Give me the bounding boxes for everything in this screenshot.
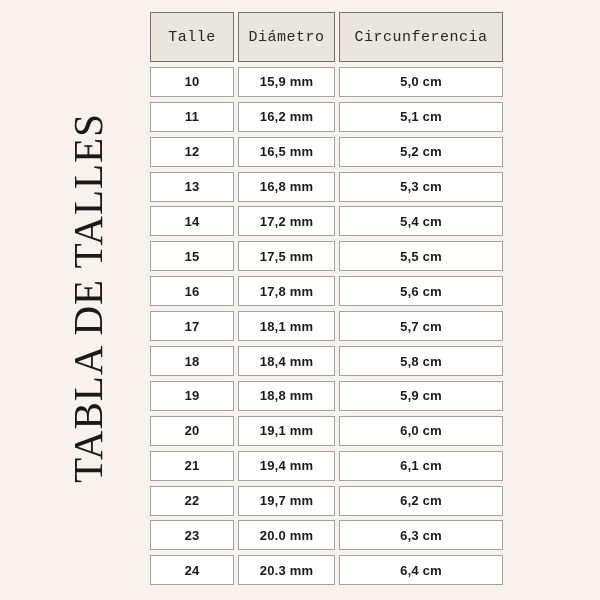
table-row	[150, 451, 503, 481]
cell-talle: 21	[150, 451, 234, 481]
cell-diametro: 20.0 mm	[238, 520, 335, 550]
cell-circunferencia: 5,3 cm	[339, 172, 503, 202]
cell-talle: 18	[150, 346, 234, 376]
cell-circunferencia: 6,3 cm	[339, 520, 503, 550]
cell-diametro: 20.3 mm	[238, 555, 335, 585]
cell-circunferencia: 5,8 cm	[339, 346, 503, 376]
table-row	[150, 241, 503, 271]
table-row	[150, 172, 503, 202]
table-row	[150, 276, 503, 306]
cell-talle: 11	[150, 102, 234, 132]
cell-circunferencia: 6,2 cm	[339, 486, 503, 516]
header-cell-circunferencia: Circunferencia	[339, 12, 503, 62]
cell-diametro: 17,5 mm	[238, 241, 335, 271]
cell-circunferencia: 5,1 cm	[339, 102, 503, 132]
table-row	[150, 102, 503, 132]
cell-talle: 19	[150, 381, 234, 411]
cell-circunferencia: 6,4 cm	[339, 555, 503, 585]
table-body	[150, 67, 503, 585]
cell-talle: 13	[150, 172, 234, 202]
cell-talle: 16	[150, 276, 234, 306]
cell-circunferencia: 5,5 cm	[339, 241, 503, 271]
cell-circunferencia: 6,0 cm	[339, 416, 503, 446]
cell-diametro: 19,1 mm	[238, 416, 335, 446]
cell-talle: 10	[150, 67, 234, 97]
cell-diametro: 17,2 mm	[238, 206, 335, 236]
header-cell-talle: Talle	[150, 12, 234, 62]
table-header-row	[150, 12, 503, 62]
cell-diametro: 16,2 mm	[238, 102, 335, 132]
cell-circunferencia: 5,4 cm	[339, 206, 503, 236]
table-row	[150, 137, 503, 167]
cell-talle: 20	[150, 416, 234, 446]
table-row	[150, 520, 503, 550]
cell-talle: 12	[150, 137, 234, 167]
cell-talle: 14	[150, 206, 234, 236]
table-row	[150, 346, 503, 376]
cell-talle: 22	[150, 486, 234, 516]
table-row	[150, 206, 503, 236]
cell-diametro: 15,9 mm	[238, 67, 335, 97]
table-row	[150, 486, 503, 516]
cell-diametro: 19,4 mm	[238, 451, 335, 481]
table-row	[150, 416, 503, 446]
cell-circunferencia: 5,0 cm	[339, 67, 503, 97]
cell-diametro: 17,8 mm	[238, 276, 335, 306]
table-row	[150, 67, 503, 97]
cell-diametro: 19,7 mm	[238, 486, 335, 516]
cell-circunferencia: 6,1 cm	[339, 451, 503, 481]
cell-talle: 17	[150, 311, 234, 341]
page-title: TABLA DE TALLES	[65, 113, 111, 483]
cell-diametro: 18,8 mm	[238, 381, 335, 411]
table-row	[150, 311, 503, 341]
cell-talle: 24	[150, 555, 234, 585]
header-cell-diametro: Diámetro	[238, 12, 335, 62]
cell-diametro: 18,4 mm	[238, 346, 335, 376]
cell-diametro: 16,5 mm	[238, 137, 335, 167]
table-row	[150, 555, 503, 585]
cell-circunferencia: 5,7 cm	[339, 311, 503, 341]
cell-circunferencia: 5,2 cm	[339, 137, 503, 167]
cell-diametro: 16,8 mm	[238, 172, 335, 202]
size-table	[150, 12, 503, 585]
cell-circunferencia: 5,9 cm	[339, 381, 503, 411]
table-row	[150, 381, 503, 411]
cell-circunferencia: 5,6 cm	[339, 276, 503, 306]
cell-talle: 15	[150, 241, 234, 271]
cell-diametro: 18,1 mm	[238, 311, 335, 341]
cell-talle: 23	[150, 520, 234, 550]
